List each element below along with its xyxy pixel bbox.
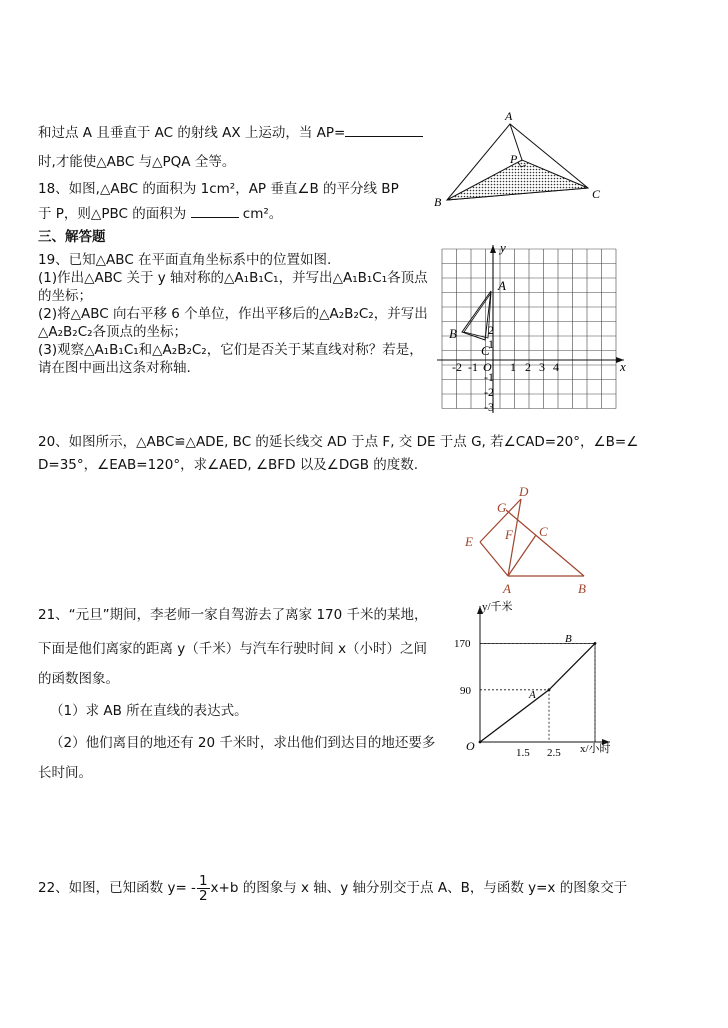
label-c: C [539, 524, 548, 539]
label-x-axis: x [620, 359, 626, 374]
x-tick-neg1: -1 [468, 360, 478, 374]
shaded-triangle-pbc [447, 160, 588, 200]
x-tick-2-5: 2.5 [547, 747, 561, 759]
label-y-axis: y [500, 240, 506, 255]
q20-line-1: 20、如图所示，△ABC≌△ADE, BC 的延长线交 AD 于点 F, 交 DE 于点 G, 若∠CAD=20°，∠B=∠ [38, 434, 639, 450]
data-point [548, 688, 551, 691]
triangle-abc-inner [464, 293, 491, 338]
x-tick-1-5: 1.5 [516, 747, 530, 759]
q19-part2-a: (2)将△ABC 向右平移 6 个单位，作出平移后的△A₂B₂C₂，并写出 [38, 306, 428, 322]
q19-part1-b: 的坐标； [38, 288, 92, 304]
q21-line-1: 21、“元旦”期间，李老师一家自驾游去了离家 170 千米的某地， [38, 607, 428, 623]
data-point [479, 741, 482, 744]
q19-part3-a: (3)观察△A₁B₁C₁和△A₂B₂C₂，它们是否关于某直线对称？若是， [38, 342, 423, 358]
q21-line-2: 下面是他们离家的距离 y（千米）与汽车行驶时间 x（小时）之间 [38, 641, 428, 657]
x-tick-1: 1 [510, 360, 516, 374]
figure-distance-time-graph [450, 598, 622, 760]
figure-triangle-abc [430, 108, 610, 213]
x-tick-4: 4 [553, 360, 559, 374]
dashed-guides [480, 643, 595, 742]
label-p: P [510, 152, 518, 166]
q18-line-2: 于 P，则△PBC 的面积为 cm²。 [38, 203, 282, 223]
answer-blank-17 [345, 122, 423, 137]
series-line [479, 642, 597, 743]
answer-blank-18 [191, 203, 239, 218]
q19-part3-b: 请在图中画出这条对称轴. [38, 360, 191, 376]
x-tick-neg2: -2 [452, 360, 462, 374]
q17-line-1: 和过点 A 且垂直于 AC 的射线 AX 上运动，当 AP= [38, 122, 423, 142]
y-tick-neg3: -3 [484, 400, 494, 414]
x-tick-origin: O [483, 360, 492, 374]
q19-part2-b: △A₂B₂C₂各顶点的坐标； [38, 324, 188, 340]
line-oab [480, 643, 595, 742]
figure-coordinate-grid [432, 240, 628, 420]
segment-ae [480, 542, 508, 576]
fraction-one-half: $\frac{1}{2}$ [198, 872, 208, 904]
y-axis-label: y/千米 [482, 601, 513, 613]
x-tick-2: 2 [525, 360, 531, 374]
q20-line-2: D=35°，∠EAB=120°，求∠AED, ∠BFD 以及∠DGB 的度数. [38, 457, 419, 473]
label-g: G [497, 500, 507, 515]
section-title: 三、解答题 [38, 229, 106, 245]
label-b: B [578, 581, 586, 596]
y-tick-2: 2 [488, 323, 494, 337]
q21-line-3: 的函数图象。 [38, 671, 119, 687]
figure-triangles-abc-ade [458, 484, 608, 599]
label-point-a: A [498, 278, 506, 293]
label-d: D [519, 484, 529, 499]
q21-part-2b: 长时间。 [38, 765, 92, 781]
q21-part-1: （1）求 AB 所在直线的表达式。 [50, 703, 248, 719]
q19-part1-a: (1)作出△ABC 关于 y 轴对称的△A₁B₁C₁，并写出△A₁B₁C₁各顶点 [38, 270, 428, 286]
label-point-a: A [529, 689, 536, 701]
y-tick-170: 170 [454, 638, 471, 650]
label-e: E [465, 534, 473, 549]
y-tick-90: 90 [460, 685, 471, 697]
x-axis-label: x/小时 [580, 743, 611, 755]
y-tick-neg2: -2 [484, 385, 494, 399]
label-point-b: B [565, 633, 572, 645]
x-tick-3: 3 [539, 360, 545, 374]
q17-line-2: 时,才能使△ABC 与△PQA 全等。 [38, 154, 236, 170]
data-point [594, 642, 597, 645]
label-f: F [505, 527, 513, 542]
label-a: A [503, 581, 511, 596]
origin-label: O [466, 739, 475, 753]
q21-part-2a: （2）他们离目的地还有 20 千米时，求出他们到达目的地还要多 [50, 735, 436, 751]
label-a: A [505, 109, 513, 123]
y-tick-neg1: -1 [484, 370, 494, 384]
y-tick-1: 1 [488, 337, 494, 351]
q18-line-1: 18、如图,△ABC 的面积为 1cm²，AP 垂直∠B 的平分线 BP [38, 181, 399, 197]
grid-lines [442, 249, 616, 409]
label-b: B [434, 195, 442, 209]
label-point-c: C [481, 343, 490, 358]
label-c: C [592, 187, 601, 201]
q19-intro: 19、已知△ABC 在平面直角坐标系中的位置如图. [38, 252, 332, 268]
segment-bg [506, 510, 584, 576]
q22-line-1: 22、如图，已知函数 y= - $\frac{1}{2}$ x+b 的图象与 x 轴、y 轴分别交于点 A、B，与函数 y=x 的图象交于 [38, 872, 628, 904]
label-point-b: B [449, 326, 457, 341]
